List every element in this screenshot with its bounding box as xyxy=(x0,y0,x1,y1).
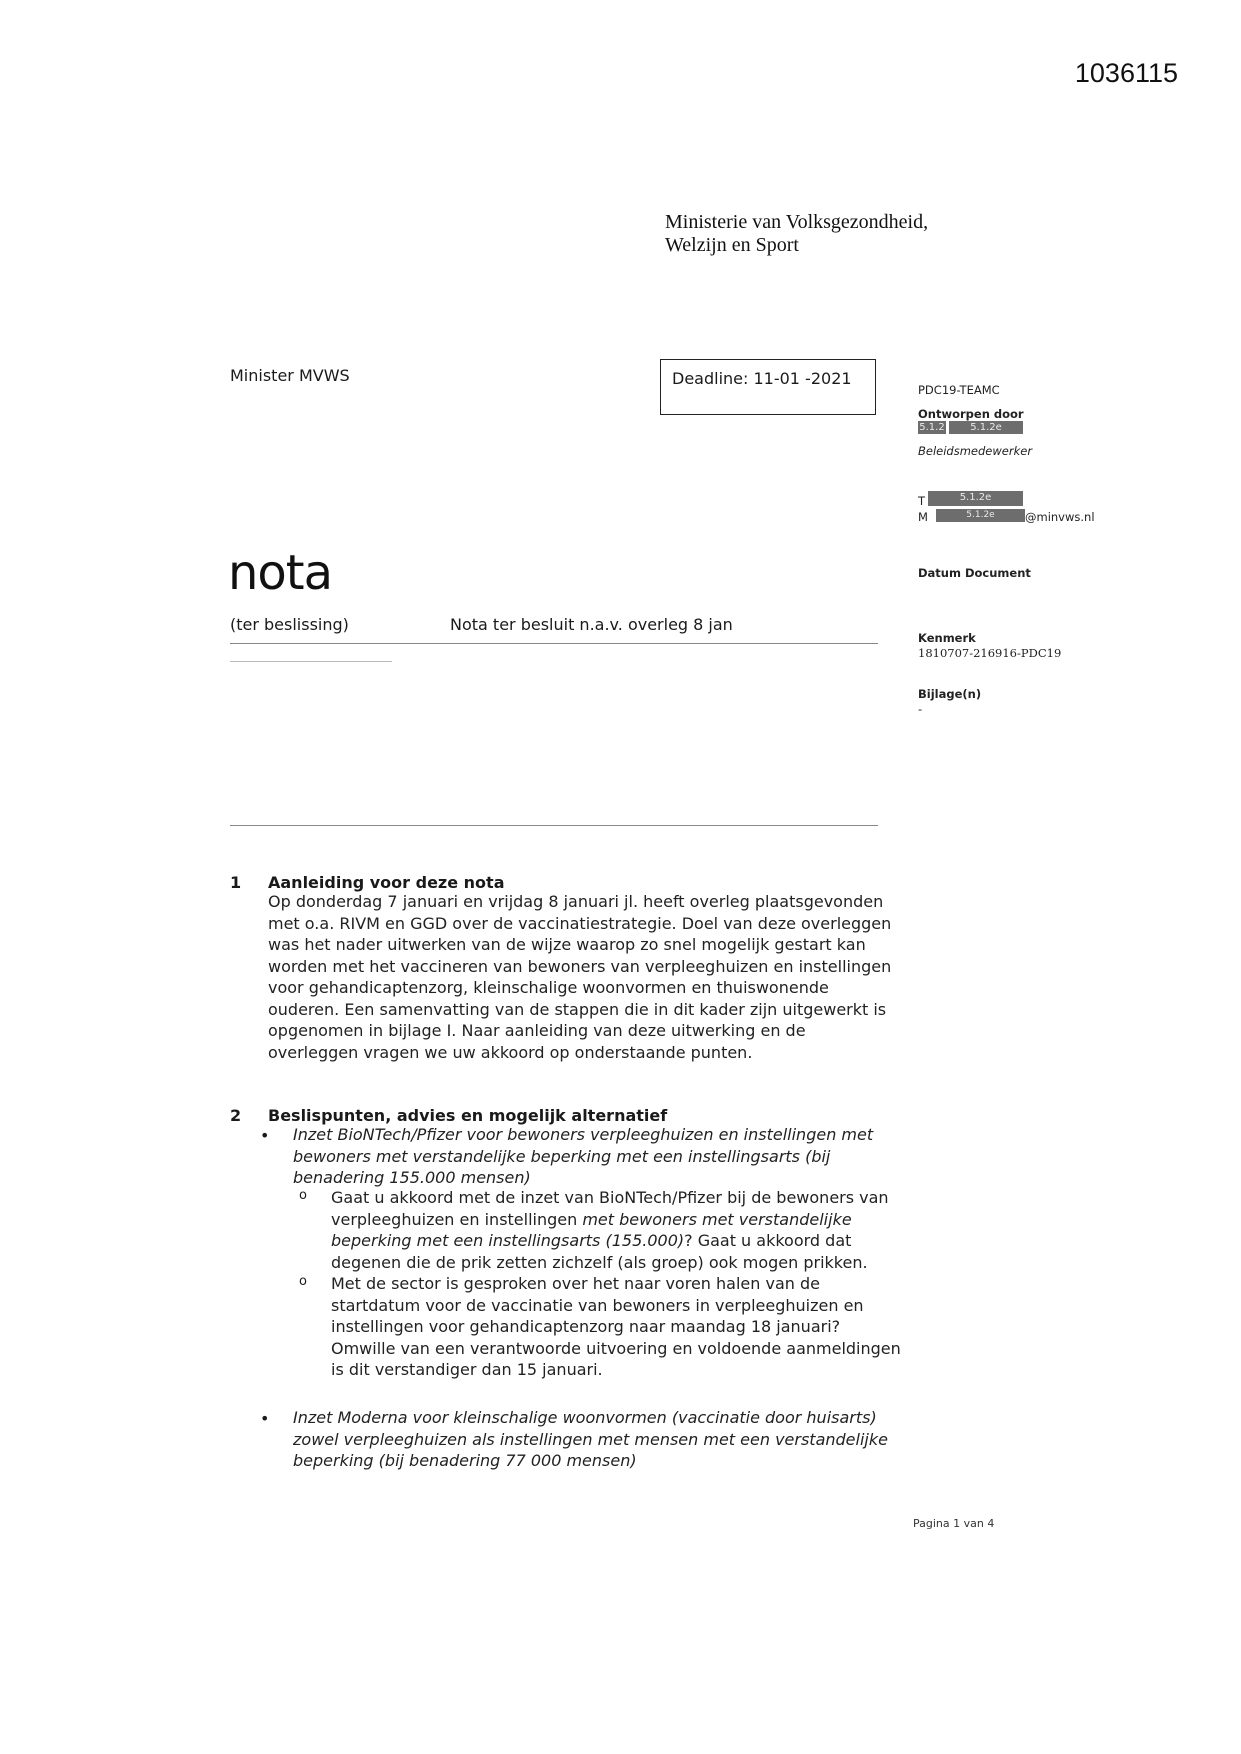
text-line: zowel verpleeghuizen als instellingen met mensen met een verstandelijke xyxy=(293,1429,888,1449)
role: Beleidsmedewerker xyxy=(918,444,1033,458)
text-line: Omwille van een verantwoorde uitvoering en voldoende aanmeldingen xyxy=(331,1338,901,1358)
email-suffix: @minvws.nl xyxy=(1025,510,1095,524)
reference-value: 1810707-216916-PDC19 xyxy=(918,646,1062,660)
section-2-title: Beslispunten, advies en mogelijk alternatief xyxy=(268,1106,668,1125)
ministry-name xyxy=(665,211,928,257)
text-line: Met de sector is gesproken over het naar voren halen van de xyxy=(331,1274,820,1293)
mobile-label: M xyxy=(918,510,928,524)
designed-by-label: Ontworpen door xyxy=(918,407,1024,421)
text-line: startdatum voor de vaccinatie van bewoners in verpleeghuizen en xyxy=(331,1295,864,1315)
text-line: overleggen vragen we uw akkoord op onderstaande punten. xyxy=(268,1042,753,1062)
bullet-icon: • xyxy=(260,1126,270,1145)
text-line: verpleeghuizen en instellingen met bewoners met verstandelijke xyxy=(331,1209,852,1229)
divider xyxy=(230,661,392,662)
text-line: met o.a. RIVM en GGD over de vaccinatiestrategie. Doel van deze overleggen xyxy=(268,913,892,933)
text-line: was het nader uitwerken van de wijze waarop zo snel mogelijk gestart kan xyxy=(268,935,866,954)
text-line: voor gehandicaptenzorg, kleinschalige woonvormen en thuiswonende xyxy=(268,978,829,997)
text-line: ouderen. Een samenvatting van de stappen die in dit kader zijn uitgewerkt is xyxy=(268,999,887,1019)
date-label: Datum Document xyxy=(918,566,1031,580)
text-line: benadering 155.000 mensen) xyxy=(293,1168,531,1187)
section-1-title: Aanleiding voor deze nota xyxy=(268,873,505,892)
sub-point-2-text xyxy=(331,1273,931,1381)
text-line: degenen die de prik zetten zichzelf (als groep) ook mogen prikken. xyxy=(331,1252,868,1272)
text-line: is dit verstandiger dan 15 januari. xyxy=(331,1360,603,1379)
divider xyxy=(230,643,878,644)
bullet-1-text xyxy=(293,1124,913,1189)
text-line: opgenomen in bijlage I. Naar aanleiding van deze uitwerking en de xyxy=(268,1021,806,1040)
redaction-block: 5.1.2e xyxy=(928,491,1023,506)
text-line: beperking met een instellingsarts (155.000)? Gaat u akkoord dat xyxy=(331,1231,852,1250)
sub-point-1-text xyxy=(331,1187,931,1273)
text-line: Inzet Moderna voor kleinschalige woonvormen (vaccinatie door huisarts) xyxy=(293,1408,877,1427)
page-number: Pagina 1 van 4 xyxy=(913,1517,995,1530)
ministry-line-2: Welzijn en Sport xyxy=(665,234,799,256)
text-line: Op donderdag 7 januari en vrijdag 8 januari jl. heeft overleg plaatsgevonden xyxy=(268,892,884,911)
section-1-number: 1 xyxy=(230,873,242,892)
text-line: Inzet BioNTech/Pfizer voor bewoners verpleeghuizen en instellingen met xyxy=(293,1125,874,1144)
ministry-line-1: Ministerie van Volksgezondheid, xyxy=(665,211,929,233)
phone-label: T xyxy=(918,494,926,508)
sub-bullet-icon: o xyxy=(299,1188,307,1203)
section-2-number: 2 xyxy=(230,1106,242,1125)
text-line: instellingen voor gehandicaptenzorg naar maandag 18 januari? xyxy=(331,1317,841,1336)
redaction-block: 5.1.2e xyxy=(949,421,1023,434)
text-line: Gaat u akkoord met de inzet van BioNTech/Pfizer bij de bewoners van xyxy=(331,1188,889,1207)
team-code: PDC19-TEAMC xyxy=(918,383,1000,397)
deadline-text: Deadline: 11-01 -2021 xyxy=(672,369,852,388)
bullet-icon: • xyxy=(260,1409,270,1428)
reference-label: Kenmerk xyxy=(918,631,976,645)
nota-subject: Nota ter besluit n.a.v. overleg 8 jan xyxy=(450,615,733,634)
redaction-block: 5.1.2 xyxy=(919,422,945,433)
recipient: Minister MVWS xyxy=(230,366,350,385)
attachments-value: - xyxy=(918,702,923,716)
text-line: bewoners met verstandelijke beperking met een instellingsarts (bij xyxy=(293,1146,831,1166)
redaction-block: 5.1.2e xyxy=(936,509,1025,522)
section-1-text xyxy=(268,891,908,1063)
divider xyxy=(230,825,878,826)
text-line: beperking (bij benadering 77 000 mensen) xyxy=(293,1451,637,1470)
document-number: 1036115 xyxy=(1074,58,1178,88)
nota-type: (ter beslissing) xyxy=(230,615,349,634)
attachments-label: Bijlage(n) xyxy=(918,687,982,701)
text-line: worden met het vaccineren van bewoners van verpleeghuizen en instellingen xyxy=(268,956,892,976)
nota-title: nota xyxy=(228,545,333,601)
sub-bullet-icon: o xyxy=(299,1274,307,1289)
bullet-2-text xyxy=(293,1407,913,1472)
